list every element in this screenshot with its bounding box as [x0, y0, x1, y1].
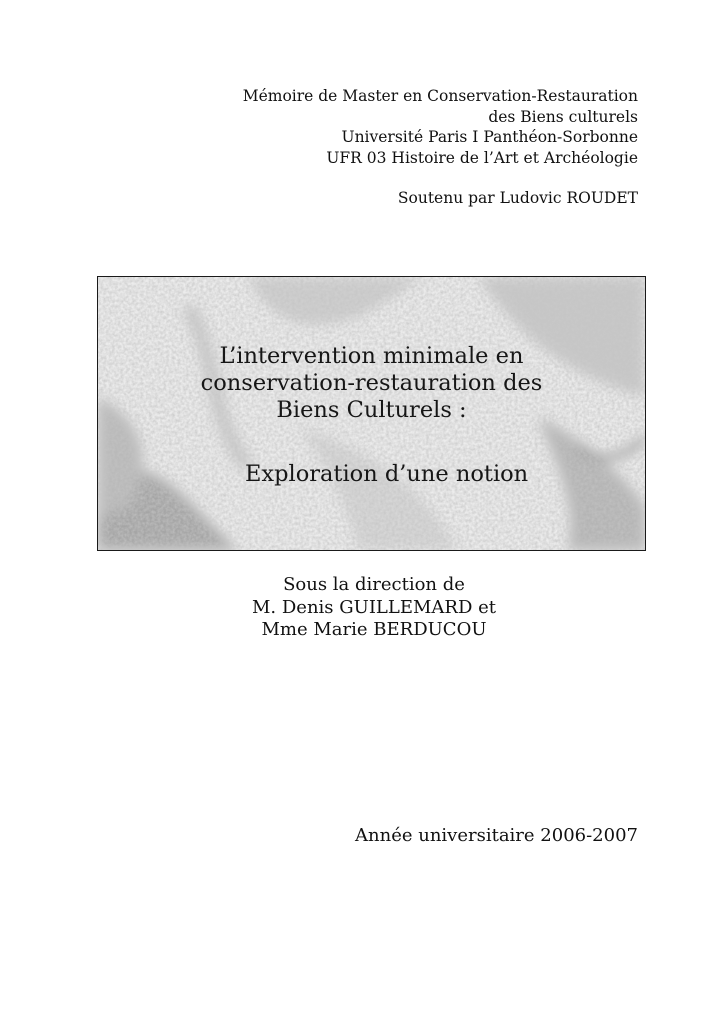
- supervisor-2: Mme Marie BERDUCOU: [261, 619, 487, 640]
- supervisors: [0, 574, 724, 642]
- title-line-1: L’intervention minimale en: [219, 343, 524, 369]
- defended-by: Soutenu par Ludovic ROUDET: [397, 189, 638, 207]
- header-line-field: des Biens culturels: [488, 107, 638, 126]
- title-line-3: Biens Culturels :: [276, 397, 467, 423]
- institution-header: [243, 86, 638, 168]
- supervisor-1: M. Denis GUILLEMARD et: [252, 596, 496, 618]
- title-line-2: conservation-restauration des: [200, 370, 543, 396]
- direction-intro: Sous la direction de: [283, 574, 465, 595]
- header-line-degree: Mémoire de Master en Conservation-Restauration: [242, 87, 638, 105]
- thesis-title: [98, 343, 645, 424]
- thesis-subtitle: Exploration d’une notion: [245, 461, 529, 487]
- header-line-university: Université Paris I Panthéon-Sorbonne: [341, 128, 638, 146]
- academic-year: Année universitaire 2006-2007: [355, 825, 638, 846]
- header-line-department: UFR 03 Histoire de l’Art et Archéologie: [326, 148, 638, 167]
- title-box: [97, 276, 646, 551]
